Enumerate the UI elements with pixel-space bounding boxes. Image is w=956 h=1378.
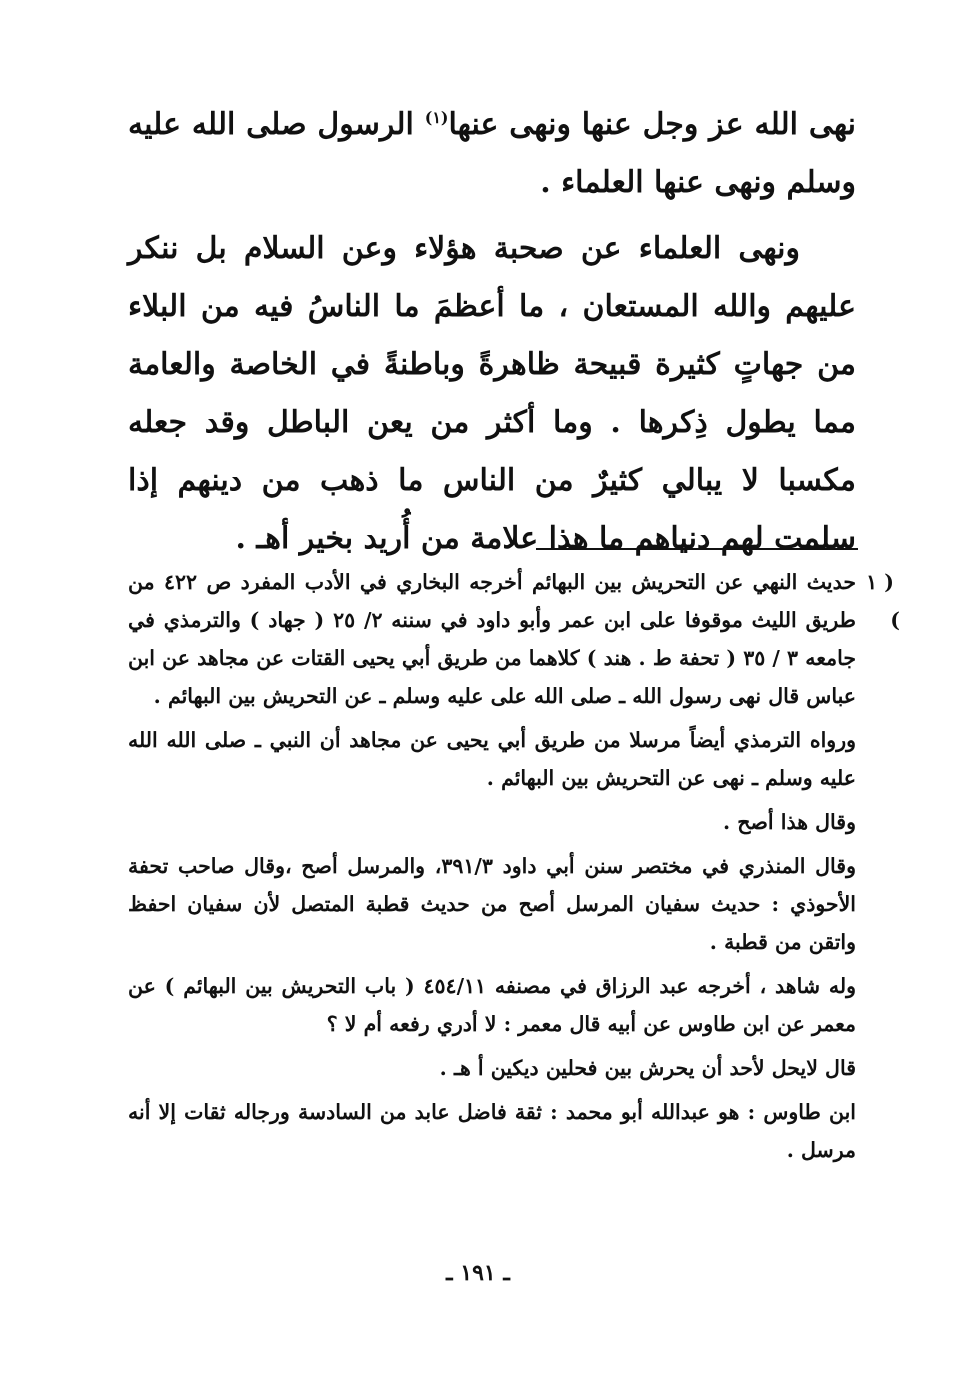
main-paragraph-1-end: الرسول صلى الله عليه وسلم ونهى عنها العلماء . — [128, 107, 856, 200]
footnote-paragraph-3: وقال هذا أصح . — [723, 810, 856, 834]
footnote-1-text: حديث النهي عن التحريش بين البهائم أخرجه البخاري في الأدب المفرد ص ٤٢٢ من طريق الليث موقوفا على ابن عمر وأبو داود في سننه ٢/ ٢٥ ( جهاد ) والترمذي في جامعه ٣ / ٣٥ ( تحفة ط . هند ) كلاهما من طريق أبي يحيى القتات عن مجاهد عن ابن عباس قال نهى رسول الله ـ صلى الله على عليه وسلم ـ عن التحريش بين البهائم . — [128, 570, 856, 708]
page-number: ـ ١٩١ ـ — [446, 1260, 510, 1286]
footnote-divider — [536, 548, 858, 550]
footnote-paragraph-7: ابن طاوس : هو عبدالله أبو محمد : ثقة فاضل عابد من السادسة ورجاله ثقات إلا أنه مرسل . — [128, 1100, 856, 1162]
footnote-paragraph-4: وقال المنذري في مختصر سنن أبي داود ٣٩١/٣، والمرسل أصح ،وقال صاحب تحفة الأحوذي : حديث سفيان المرسل أصح من حديث قطبة المتصل لأن سفيان احفظ واتقن من قطبة . — [128, 854, 856, 954]
main-paragraph-1-start: نهى الله عز وجل عنها ونهى عنها — [448, 107, 857, 142]
footnote-paragraph-6: قال لايحل لأحد أن يحرش بين فحلين ديكين أ هـ . — [439, 1056, 856, 1080]
footnote-number: ( ١ ) — [866, 570, 900, 632]
footnote-paragraph-2: ورواه الترمذي أيضاً مرسلا من طريق أبي يحيى عن مجاهد أن النبي ـ صلى الله الله عليه وسلم ـ نهى عن التحريش بين البهائم . — [128, 728, 856, 790]
footnotes-block — [128, 563, 900, 1175]
main-paragraph-1 — [128, 96, 856, 212]
main-paragraph-2: ونهى العلماء عن صحبة هؤلاء وعن السلام بل ننكر عليهم والله المستعان ، ما أعظمَ ما الناسُ فيه من البلاء من جهاتٍ كثيرة قبيحة ظاهرةً وباطنةً في الخاصة والعامة مما يطول ذِكرها . وما أكثر من يعن الباطل وقد جعله مكسبا لا يبالي كثيرٌ من الناس ما ذهب من دينهم إذا سلمت لهم دنياهم ما هذا علامة من أُريد بخير أهـ . — [128, 231, 856, 556]
main-text-block — [128, 96, 856, 576]
footnote-1 — [128, 563, 900, 715]
footnote-reference[interactable]: (١) — [424, 108, 449, 127]
footnote-paragraph-5: وله شاهد ، أخرجه عبد الرزاق في مصنفه ٤٥٤/١١ ( باب التحريش بين البهائم ) عن معمر عن ابن طاوس عن أبيه قال معمر : لا أدري رفعه أم لا ؟ — [128, 974, 856, 1036]
